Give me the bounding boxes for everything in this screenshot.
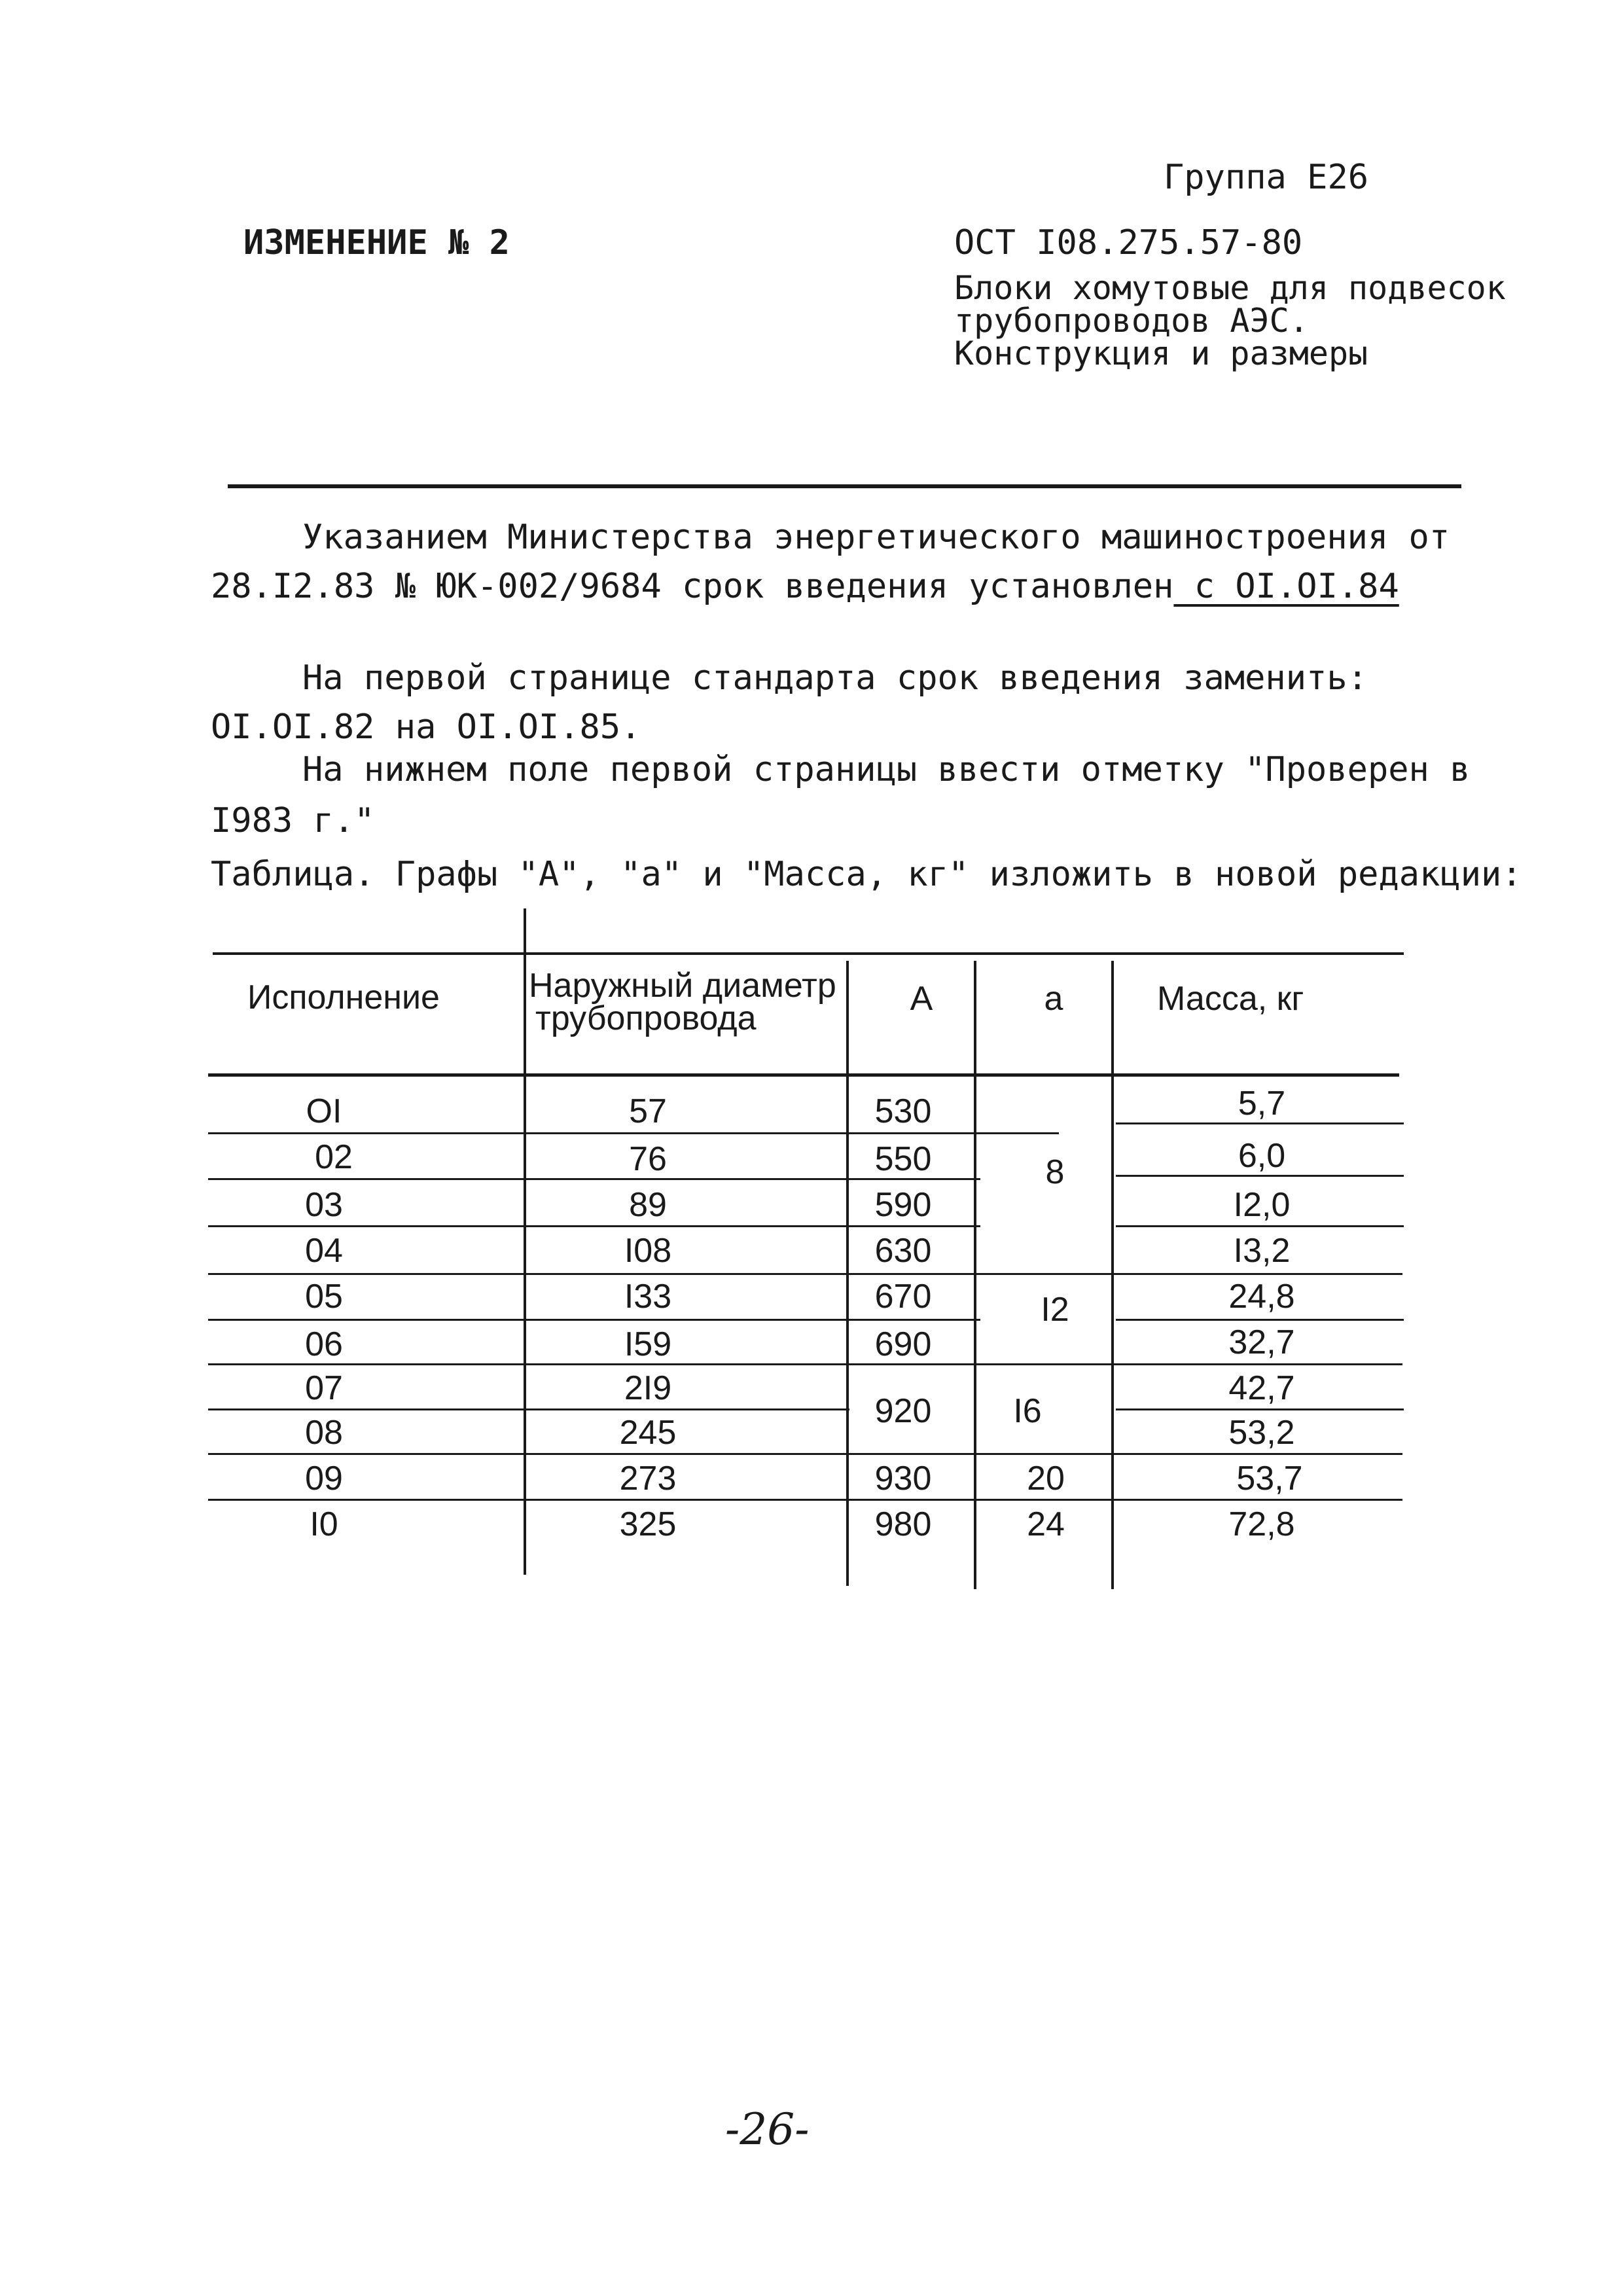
row-rule — [208, 1499, 1402, 1501]
paragraph-1-line-2 — [211, 567, 1399, 606]
effective-date: с OI.OI.84 — [1173, 567, 1399, 606]
cell-a-merged: I6 — [1013, 1392, 1042, 1430]
header-execution: Исполнение — [247, 978, 440, 1016]
cell-diameter: I59 — [624, 1325, 672, 1363]
table-header-bottom-rule — [208, 1073, 1399, 1077]
cell-execution: 06 — [305, 1325, 343, 1363]
cell-a: 24 — [1027, 1505, 1065, 1543]
table-top-rule — [213, 952, 1404, 955]
row-rule — [1116, 1225, 1404, 1227]
page-number: -26- — [725, 2104, 810, 2155]
change-number: ИЗМЕНЕНИЕ № 2 — [243, 223, 510, 262]
header-a: а — [1044, 980, 1063, 1018]
cell-A: 590 — [874, 1186, 932, 1224]
cell-A: 670 — [874, 1278, 932, 1316]
cell-diameter: 273 — [619, 1460, 677, 1498]
standard-title-line-3: Конструкция и размеры — [954, 334, 1368, 372]
cell-execution: OI — [306, 1092, 342, 1130]
cell-execution: 08 — [305, 1414, 343, 1452]
row-rule — [208, 1273, 1402, 1275]
cell-mass: I2,0 — [1233, 1186, 1291, 1224]
cell-a-merged: I2 — [1041, 1291, 1069, 1329]
row-rule — [1116, 1175, 1404, 1177]
cell-mass: 24,8 — [1228, 1278, 1295, 1316]
cell-diameter: 245 — [619, 1414, 677, 1452]
cell-A-merged: 920 — [874, 1392, 932, 1430]
cell-execution: 02 — [315, 1138, 353, 1176]
cell-A: 550 — [874, 1140, 932, 1178]
header-divider — [228, 484, 1461, 488]
header-A: А — [910, 980, 933, 1018]
cell-mass: 53,2 — [1228, 1414, 1295, 1452]
cell-execution: 04 — [305, 1232, 343, 1270]
row-rule — [1116, 1408, 1404, 1410]
cell-A: 690 — [874, 1325, 932, 1363]
standard-number: ОСТ I08.275.57-80 — [954, 223, 1303, 262]
cell-a: 20 — [1027, 1460, 1065, 1498]
cell-A: 530 — [874, 1092, 932, 1130]
cell-diameter: I33 — [624, 1278, 672, 1316]
row-rule — [208, 1132, 1059, 1134]
paragraph-3-line-2: I983 г." — [211, 801, 375, 840]
row-rule — [1116, 1319, 1404, 1321]
cell-execution: I0 — [310, 1505, 338, 1543]
row-rule — [208, 1225, 980, 1227]
paragraph-3-line-1: На нижнем поле первой страницы ввести отметку "Проверен в — [302, 750, 1471, 789]
cell-diameter: 325 — [619, 1505, 677, 1543]
header-diameter-line-2: трубопровода — [535, 999, 757, 1037]
cell-mass: I3,2 — [1233, 1232, 1291, 1270]
paragraph-1-line-1: Указанием Министерства энергетического машиностроения от — [302, 518, 1450, 557]
cell-mass: 72,8 — [1228, 1505, 1295, 1543]
cell-execution: 05 — [305, 1278, 343, 1316]
cell-diameter: 2I9 — [624, 1369, 672, 1407]
cell-A: 930 — [874, 1460, 932, 1498]
row-rule — [208, 1363, 1402, 1365]
ministry-directive: 28.I2.83 № ЮК-002/9684 срок введения установлен — [211, 567, 1174, 606]
paragraph-2-line-1: На первой странице стандарта срок введения заменить: — [302, 658, 1368, 698]
cell-execution: 03 — [305, 1186, 343, 1224]
cell-mass: 32,7 — [1228, 1323, 1295, 1361]
cell-mass: 6,0 — [1238, 1137, 1286, 1175]
cell-diameter: 57 — [629, 1092, 667, 1130]
table-vline-3 — [974, 961, 976, 1589]
cell-a-merged: 8 — [1045, 1153, 1065, 1191]
paragraph-2-line-2: OI.OI.82 на OI.OI.85. — [211, 708, 641, 747]
standard-title-line-1: Блоки хомутовые для подвесок — [954, 269, 1506, 307]
cell-execution: 09 — [305, 1460, 343, 1498]
row-rule — [208, 1178, 980, 1180]
cell-diameter: I08 — [624, 1232, 672, 1270]
cell-execution: 07 — [305, 1369, 343, 1407]
cell-mass: 53,7 — [1236, 1460, 1303, 1498]
header-mass: Масса, кг — [1157, 980, 1304, 1018]
row-rule — [208, 1319, 980, 1321]
cell-A: 980 — [874, 1505, 932, 1543]
cell-diameter: 76 — [629, 1140, 667, 1178]
cell-mass: 5,7 — [1238, 1085, 1286, 1122]
group-label: Группа Е26 — [1164, 158, 1369, 197]
row-rule — [1116, 1122, 1404, 1124]
table-vline-1 — [524, 908, 526, 1575]
standard-title-line-2: трубопроводов АЭС. — [954, 302, 1309, 340]
row-rule — [208, 1408, 849, 1410]
cell-mass: 42,7 — [1228, 1369, 1295, 1407]
header-diameter-line-1: Наружный диаметр — [529, 967, 836, 1005]
cell-A: 630 — [874, 1232, 932, 1270]
table-caption: Таблица. Графы "А", "а" и "Масса, кг" изложить в новой редакции: — [211, 855, 1522, 894]
cell-diameter: 89 — [629, 1186, 667, 1224]
table-vline-4 — [1111, 961, 1114, 1589]
row-rule — [208, 1453, 1402, 1455]
